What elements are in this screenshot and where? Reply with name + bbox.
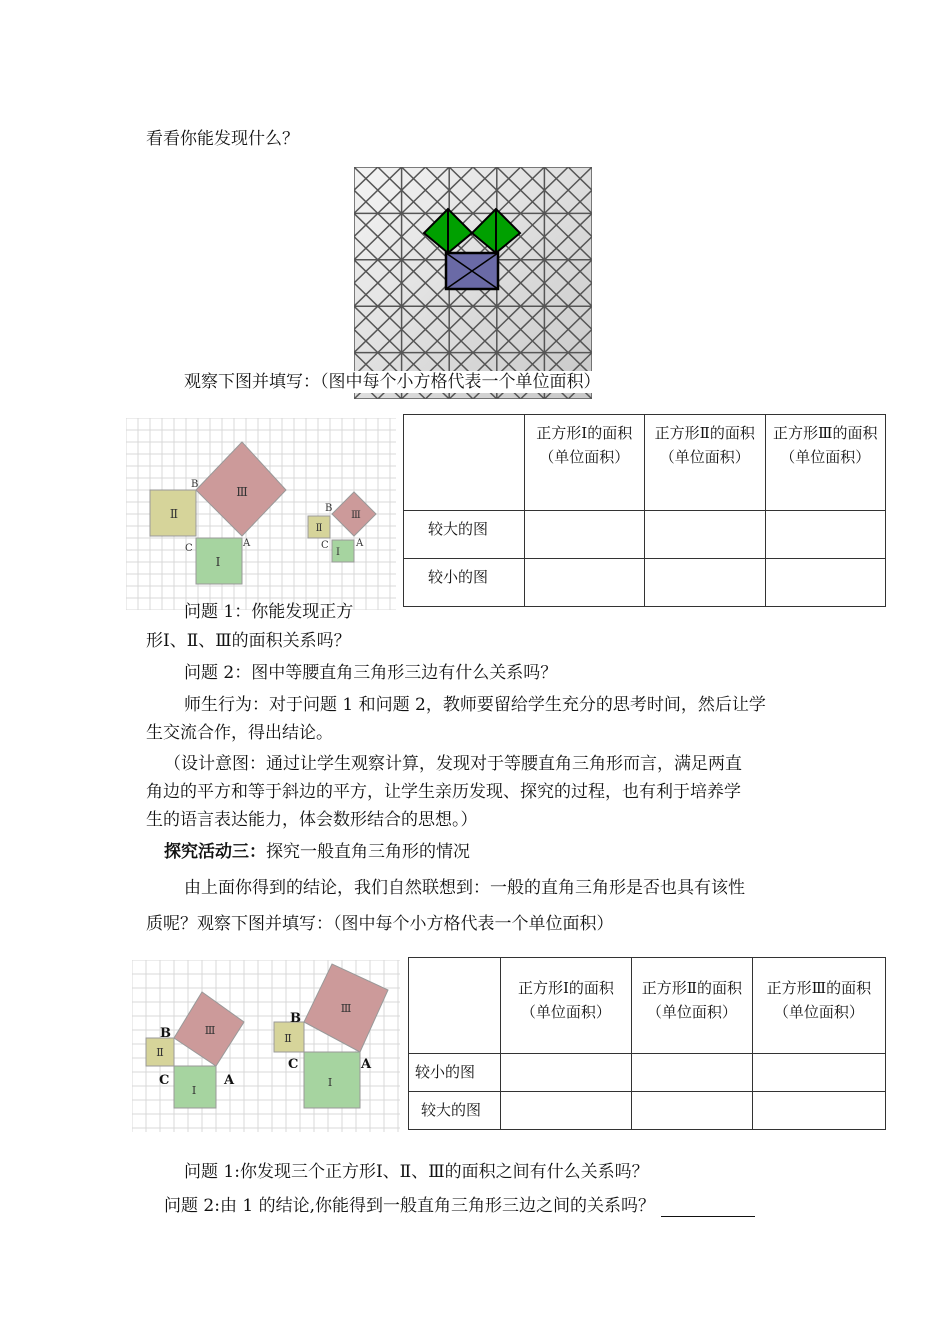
left-label-II: Ⅱ	[156, 1046, 164, 1059]
design-line-1: （设计意图：通过让学生观察计算，发现对于等腰直角三角形而言，满足两直	[164, 754, 742, 774]
small-label-II: Ⅱ	[315, 523, 323, 534]
left-label-I: Ⅰ	[191, 1084, 197, 1097]
tile-pattern-figure	[354, 167, 592, 399]
table1-row-large: 较大的图	[404, 511, 525, 559]
activity3-text: 探究一般直角三角形的情况	[266, 842, 470, 862]
table2-row-small: 较小的图	[409, 1054, 501, 1092]
small-label-I: Ⅰ	[336, 547, 340, 558]
big-label-III: Ⅲ	[236, 485, 248, 499]
right-vertex-B: B	[290, 1011, 301, 1026]
table1-row-small: 较小的图	[404, 559, 525, 607]
right-vertex-C: C	[288, 1057, 299, 1072]
table2-corner	[409, 958, 501, 1054]
table2-cell[interactable]	[752, 1092, 885, 1130]
figure1-grid	[126, 418, 396, 610]
general-line-1: 由上面你得到的结论，我们自然联想到：一般的直角三角形是否也具有该性	[184, 878, 745, 898]
question3: 问题 1:你发现三个正方形Ⅰ、Ⅱ、Ⅲ的面积之间有什么关系吗？	[184, 1162, 649, 1182]
table1-header-III: 正方形Ⅲ的面积（单位面积）	[765, 415, 886, 511]
design-line-2: 角边的平方和等于斜边的平方，让学生亲历发现、探究的过程，也有利于培养学	[146, 782, 741, 802]
right-label-III: Ⅲ	[340, 1002, 352, 1015]
question1-part1: 问题 1：你能发现正方	[184, 602, 354, 622]
small-label-III: Ⅲ	[351, 510, 361, 521]
observe-text-1: 观察下图并填写：（图中每个小方格代表一个单位面积）	[184, 371, 605, 393]
big-label-I: Ⅰ	[215, 555, 221, 569]
table1-cell[interactable]	[645, 511, 766, 559]
table1-cell[interactable]	[765, 559, 886, 607]
table1-cell[interactable]	[524, 511, 645, 559]
table1-cell[interactable]	[645, 559, 766, 607]
question2: 问题 2：图中等腰直角三角形三边有什么关系吗？	[184, 663, 558, 683]
left-vertex-C: C	[159, 1073, 170, 1088]
big-vertex-B: B	[191, 479, 199, 490]
table1-header-II: 正方形Ⅱ的面积（单位面积）	[645, 415, 766, 511]
table2-cell[interactable]	[631, 1092, 752, 1130]
table2-cell[interactable]	[500, 1092, 631, 1130]
table1-cell[interactable]	[524, 559, 645, 607]
design-line-3: 生的语言表达能力，体会数形结合的思想。）	[146, 810, 478, 830]
table2-row-large: 较大的图	[409, 1092, 501, 1130]
question4: 问题 2:由 1 的结论,你能得到一般直角三角形三边之间的关系吗？	[164, 1196, 655, 1216]
table2-cell[interactable]	[500, 1054, 631, 1092]
table2-cell[interactable]	[631, 1054, 752, 1092]
activity3-title: 探究活动三：	[164, 842, 266, 862]
small-vertex-B: B	[325, 503, 333, 514]
table1	[403, 414, 886, 607]
right-label-I: Ⅰ	[327, 1076, 333, 1089]
table1-corner	[404, 415, 525, 511]
table2-header-III: 正方形Ⅲ的面积（单位面积）	[752, 958, 885, 1054]
answer-blank[interactable]	[661, 1198, 755, 1217]
small-vertex-C: C	[321, 540, 329, 551]
table2	[408, 957, 886, 1130]
table2-header-II: 正方形Ⅱ的面积（单位面积）	[631, 958, 752, 1054]
table2-cell[interactable]	[752, 1054, 885, 1092]
small-vertex-A: A	[356, 538, 364, 549]
left-vertex-A: A	[224, 1073, 235, 1088]
question4-line	[164, 1195, 755, 1217]
general-line-2: 质呢？观察下图并填写：（图中每个小方格代表一个单位面积）	[146, 914, 614, 934]
big-label-II: Ⅱ	[169, 507, 179, 521]
question1-part2: 形Ⅰ、Ⅱ、Ⅲ的面积关系吗？	[146, 631, 351, 651]
teacher-line-2: 生交流合作，得出结论。	[146, 723, 333, 743]
activity3-heading	[164, 841, 470, 863]
right-vertex-A: A	[361, 1057, 372, 1072]
left-label-III: Ⅲ	[204, 1024, 216, 1037]
teacher-line-1: 师生行为：对于问题 1 和问题 2，教师要留给学生充分的思考时间，然后让学	[184, 695, 766, 715]
table1-header-I: 正方形Ⅰ的面积（单位面积）	[524, 415, 645, 511]
right-label-II: Ⅱ	[284, 1032, 292, 1045]
big-vertex-C: C	[185, 543, 193, 554]
table2-header-I: 正方形Ⅰ的面积（单位面积）	[500, 958, 631, 1054]
table1-cell[interactable]	[765, 511, 886, 559]
intro-text: 看看你能发现什么？	[146, 129, 299, 149]
figure2-grid	[132, 960, 400, 1132]
left-vertex-B: B	[160, 1026, 171, 1041]
big-vertex-A: A	[243, 538, 251, 549]
